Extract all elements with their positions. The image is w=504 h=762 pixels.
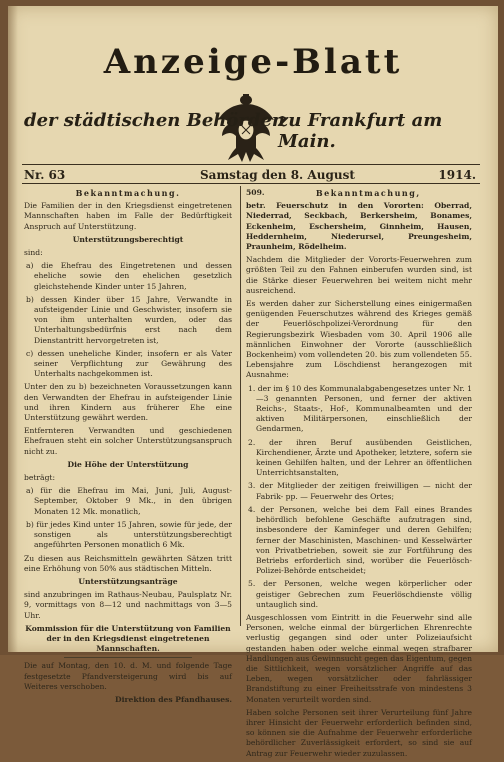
right-para-1: betr. Feuerschutz in den Vororten: Oberrad, Niederrad, Seckbach, Berkersheim, Bonames, Eckenheim, Eschersheim, Ginnheim, Hausen, Heddernheim, Niederursel, Preungesheim, Praunheim, Rödelheim. <box>246 201 472 252</box>
rule-top <box>22 164 480 165</box>
left-separator <box>64 657 192 658</box>
left-sind: sind: <box>24 248 43 258</box>
newspaper-page <box>8 6 498 758</box>
right-para-2: Nachdem die Mitglieder der Vororts-Feuerwehren zum größten Teil zu den Fahnen einberufen wurden sind, ist die Stärke dieser Feuerwehren bei weitem nicht mehr ausreichend. <box>246 255 472 295</box>
left-para-5: sind anzubringen im Rathaus-Neubau, Paulsplatz Nr. 9, vormittags von 8—12 und nachmittags von 3—5 Uhr. <box>24 590 232 620</box>
left-betraegt: beträgt: <box>24 473 56 483</box>
right-item-1: 1. der im § 10 des Kommunalabgabengesetzes unter Nr. 1—3 genannten Personen, und ferner der aktiven Reichs-, Staats-, Hof-, Kommunalbeamten und der aktiven Militärpersonen, einschließlich der Gendarmen, <box>248 383 472 434</box>
left-para-4: Zu diesen aus Reichsmitteln gewährten Sätzen tritt eine Erhöhung von 50% aus städtischen Mitteln. <box>24 553 232 573</box>
left-sub-berechtigt: Unterstützungsberechtigt <box>72 234 184 244</box>
right-number: 509. <box>246 188 265 197</box>
right-heading: Bekanntmachung, <box>315 188 421 198</box>
left-signature: Direktion des Pfandhauses. <box>115 694 232 704</box>
right-column <box>246 188 472 762</box>
masthead-title: Anzeige-Blatt <box>103 42 403 82</box>
left-para-7: Die auf Montag, den 10. d. M. und folgende Tage festgesetzte Pfandversteigerung wird bis auf Weiteres verschoben. <box>24 661 232 691</box>
left-para-6: Kommission für die Unterstützung von Familien der in den Kriegsdienst eingetretenen Mannschaften. <box>25 623 231 654</box>
issue-year: 1914. <box>438 168 476 182</box>
issue-date: Samstag den 8. August <box>200 168 355 182</box>
left-item-a: a) die Ehefrau des Eingetretenen und dessen eheliche sowie den ehelichen gesetzlich gleichstehende Kinder unter 15 Jahren, <box>26 261 232 291</box>
left-item-b2: b) für jedes Kind unter 15 Jahren, sowie für jede, der sonstigen als unterstützungsberechtigt angeführten Personen monatlich 6 Mk. <box>26 519 232 550</box>
right-para-4: Ausgeschlossen vom Eintritt in die Feuerwehr sind alle Personen, welche einmal der bürgerlichen Ehrenrechte verlustig gegangen sind oder unter Polizeiaufsicht gestanden haben oder welche einmal wegen strafbarer Handlungen aus Gewinnsucht gegen das Eigentum, gegen die Sittlichkeit, wegen vorsätzlicher Angriffe auf das Leben, wegen vorsätzlicher oder fahrlässiger Brandstiftung zu einer Freiheitsstrafe von mindestens 3 Monaten verurteilt worden sind. <box>246 612 472 704</box>
left-sub-antraege: Unterstützungsanträge <box>78 576 178 586</box>
left-item-a2: a) für die Ehefrau im Mai, Juni, Juli, August-September, Oktober 9 Mk., in den übrigen Monaten 12 Mk. monatlich, <box>26 486 232 516</box>
right-item-4: 4. der Personen, welche bei dem Fall eines Brandes behördlich befohlene Geschäfte aufzutragen sind, insbesondere der Kaminfeger und deren Gehilfen; ferner der Maschinisten, Maschinen- und Kesselwärter von Privatbetrieben, soweit sie zur Fortführung des Betriebs erforderlich sind, worüber die Feuerlösch-Polizei-Behörde entscheidet; <box>248 504 472 576</box>
right-para-5: Haben solche Personen seit ihrer Verurteilung fünf Jahre ihrer Hinsicht der Feuerwehr erforderlich befinden sind, so können sie die Aufnahme der Feuerwehr erforderliche behördlicher Zuverlässigkeit erfordert, so sind sie auf Antrag zur Feuerwehr wieder zuzulassen. <box>246 707 472 758</box>
masthead-subtitle-left: der städtischen Behörden <box>24 110 285 131</box>
left-item-c: c) dessen uneheliche Kinder, insofern er als Vater seiner Verpflichtung zur Gewährung des Unterhalts nachgekommen ist. <box>26 348 232 379</box>
right-item-3: 3. der Mitglieder der zeitigen freiwilligen — nicht der Fabrik- pp. — Feuerwehr des Ortes; <box>248 481 472 501</box>
right-item-2: 2. der ihren Beruf ausübenden Geistlichen, Kirchendiener, Ärzte und Apotheker, letztere, sofern sie keinen Gehilfen halten, und der Lehrer an öffentlichen Unterrichtsanstalten, <box>248 437 472 478</box>
right-para-3: Es werden daher zur Sicherstellung eines einigermaßen genügenden Feuerschutzes während des Krieges gemäß der Feuerlöschpolizei-Verordnung für den Regierungsbezirk Wiesbaden vom 30. April 1906 alle männlichen Einwohner der Vororte (ausschließlich Bockenheim) vom vollendeten 20. bis zum vollendeten 55. Lebensjahre zum Löschdienst herangezogen mit Ausnahme: <box>246 299 472 380</box>
left-sub-hoehe: Die Höhe der Unterstützung <box>67 459 189 469</box>
right-item-5: 5. der Personen, welche wegen körperlicher oder geistiger Gebrechen zum Feuerlöschdienste völlig untauglich sind. <box>248 579 472 609</box>
left-para-2: Unter den zu b) bezeichneten Voraussetzungen kann den Verwandten der Ehefrau in aufsteigender Linie und ihren Kindern aus früherer Ehe eine Unterstützung gewährt werden. <box>24 382 232 423</box>
masthead-subtitle-right: zu Frankfurt am Main. <box>278 110 443 152</box>
left-column <box>24 188 232 708</box>
left-intro: Die Familien der in den Kriegsdienst eingetretenen Mannschaften haben im Falle der Bedürftigkeit Anspruch auf Unterstützung. <box>24 201 232 231</box>
rule-bottom <box>22 183 480 184</box>
left-para-3: Entfernteren Verwandten und geschiedenen Ehefrauen steht ein solcher Unterstützungsanspruch nicht zu. <box>24 426 232 456</box>
left-item-b: b) dessen Kinder über 15 Jahre, Verwandte in aufsteigender Linie und Geschwister, insofern sie von ihm unterhalten wurden, oder das Unterhaltungsbedürfnis erst nach dem Dienstantritt hervorgetreten ist, <box>26 294 232 345</box>
issue-number: Nr. 63 <box>24 168 66 182</box>
column-divider <box>240 186 241 626</box>
left-heading: Bekanntmachung. <box>75 188 181 198</box>
